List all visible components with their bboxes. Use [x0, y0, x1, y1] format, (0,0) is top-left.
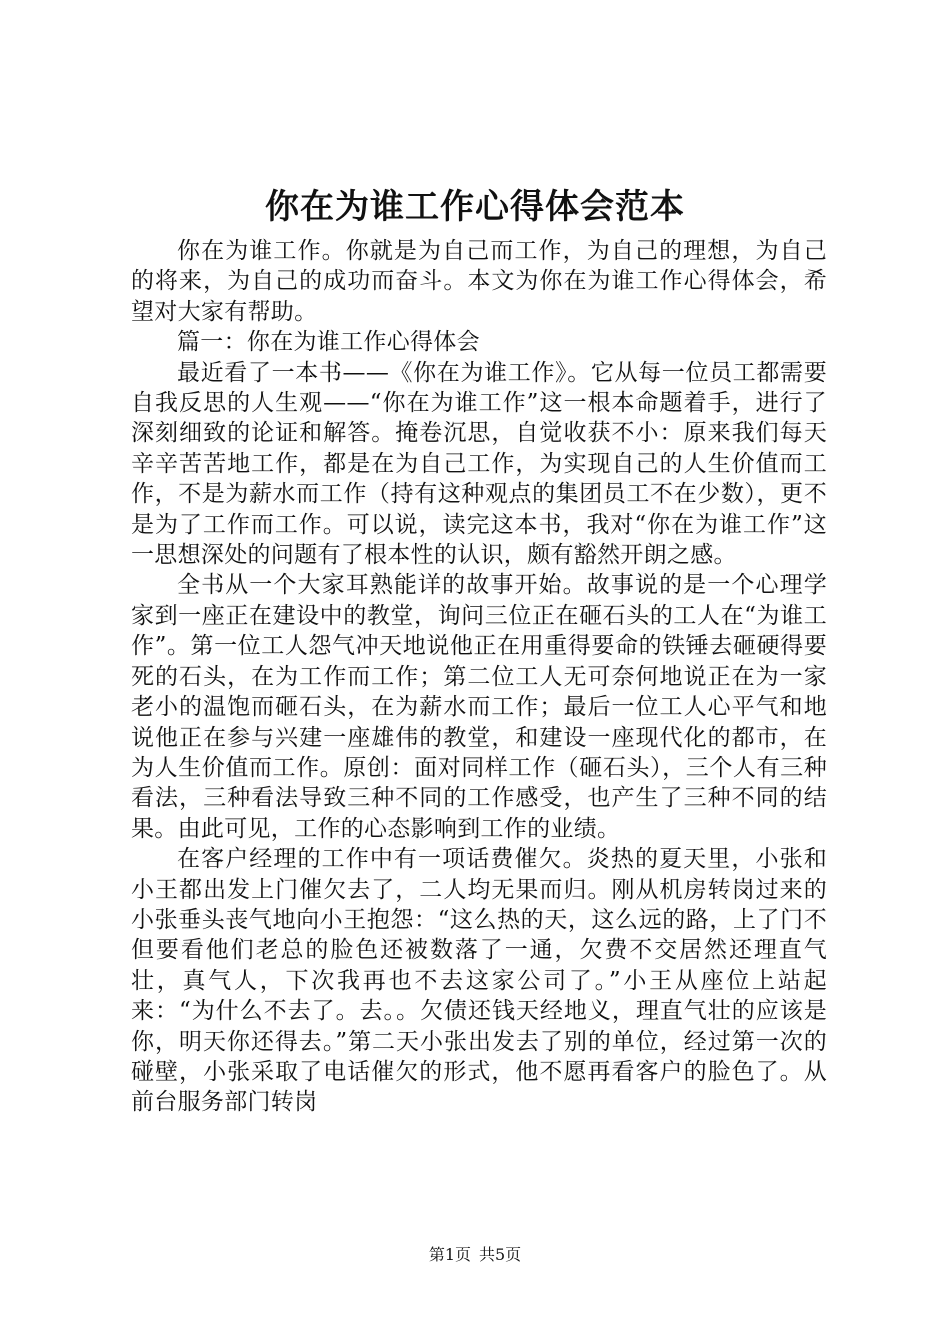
document-body	[131, 236, 827, 1118]
page-footer	[0, 1244, 950, 1266]
document-title: 你在为谁工作心得体会范本	[265, 187, 685, 227]
page-count: 共5页	[479, 1245, 522, 1264]
paragraph-book-review: 最近看了一本书——《你在为谁工作》。它从每一位员工都需要自我反思的人生观——“你在为谁工作”这一根本命题着手，进行了深刻细致的论证和解答。掩卷沉思，自觉收获不小：原来我们每天辛辛苦苦地工作，都是在为自己工作，为实现自己的人生价值而工作，不是为薪水而工作（持有这种观点的集团员工不在少数），更不是为了工作而工作。可以说，读完这本书，我对“你在为谁工作”这一思想深处的问题有了根本性的认识，颇有豁然开朗之感。	[131, 359, 827, 569]
paragraph-story: 全书从一个大家耳熟能详的故事开始。故事说的是一个心理学家到一座正在建设中的教堂，询问三位正在砸石头的工人在“为谁工作”。第一位工人怨气冲天地说他正在用重得要命的铁锤去砸硬得要死的石头，在为工作而工作；第二位工人无可奈何地说正在为一家老小的温饱而砸石头，在为薪水而工作；最后一位工人心平气和地说他正在参与兴建一座雄伟的教堂，和建设一座现代化的都市，在为人生价值而工作。原创：面对同样工作（砸石头），三个人有三种看法，三种看法导致三种不同的工作感受，也产生了三种不同的结果。由此可见，工作的心态影响到工作的业绩。	[131, 572, 827, 842]
paragraph-example: 在客户经理的工作中有一项话费催欠。炎热的夏天里，小张和小王都出发上门催欠去了，二人均无果而归。刚从机房转岗过来的小张垂头丧气地向小王抱怨：“这么热的天，这么远的路，上了门不但要看他们老总的脸色还被数落了一通，欠费不交居然还理直气壮，真气人，下次我再也不去这家公司了。”小王从座位上站起来：“为什么不去了。去。。欠债还钱天经地义，理直气壮的应该是你，明天你还得去。”第二天小张出发去了别的单位，经过第一次的碰壁，小张采取了电话催欠的形式，他不愿再看客户的脸色了。从前台服务部门转岗	[131, 846, 827, 1116]
paragraph-intro: 你在为谁工作。你就是为自己而工作，为自己的理想，为自己的将来，为自己的成功而奋斗。本文为你在为谁工作心得体会，希望对大家有帮助。	[131, 238, 827, 325]
page-number: 第1页	[428, 1245, 471, 1264]
paragraph-section-heading: 篇一：你在为谁工作心得体会	[177, 329, 480, 356]
